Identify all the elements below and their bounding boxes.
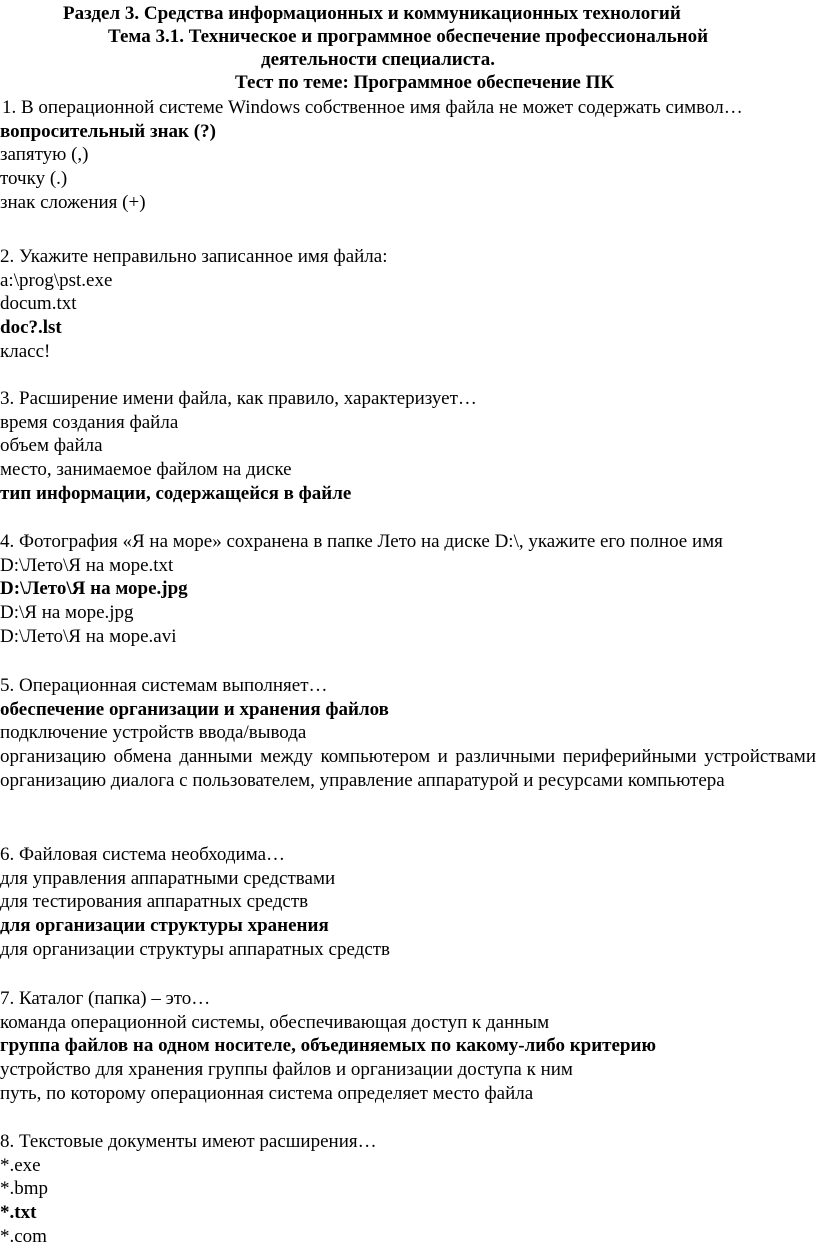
answer-option: объем файла: [0, 435, 103, 457]
answer-option: запятую (,): [0, 144, 89, 166]
section-title: Раздел 3. Средства информационных и коммуникационных технологий: [63, 3, 681, 24]
question-7: [0, 987, 816, 1106]
topic-title-line-2: деятельности специалиста.: [261, 49, 495, 70]
answer-option-correct: вопросительный знак (?): [0, 120, 216, 142]
question-2: [0, 245, 816, 364]
answer-option: путь, по которому операционная система определяет место файла: [0, 1082, 534, 1104]
answer-option: устройство для хранения группы файлов и организации доступа к ним: [0, 1059, 573, 1081]
question-text: 8. Текстовые документы имеют расширения…: [0, 1131, 377, 1152]
topic-title-line-1: Тема 3.1. Техническое и программное обеспечение профессиональной: [108, 26, 709, 47]
answer-option-correct: D:\Лето\Я на море.jpg: [0, 578, 188, 600]
answer-option: для тестирования аппаратных средств: [0, 891, 309, 913]
answer-option: для организации структуры аппаратных средств: [0, 938, 391, 960]
question-text: 7. Каталог (папка) – это…: [0, 988, 211, 1009]
answer-option-correct: группа файлов на одном носителе, объединяемых по какому-либо критерию: [0, 1035, 656, 1057]
question-text: 2. Укажите неправильно записанное имя файла:: [0, 246, 388, 267]
question-text: 5. Операционная системам выполняет…: [0, 675, 328, 696]
answer-option: знак сложения (+): [0, 191, 146, 213]
answer-option: *.exe: [0, 1154, 41, 1176]
question-text: 3. Расширение имени файла, как правило, характеризует…: [0, 388, 477, 409]
answer-option-correct: doc?.lst: [0, 317, 62, 339]
answer-option: команда операционной системы, обеспечивающая доступ к данным: [0, 1011, 550, 1033]
answer-option: для управления аппаратными средствами: [0, 867, 336, 889]
question-4: [0, 530, 816, 649]
answer-option: место, занимаемое файлом на диске: [0, 459, 292, 481]
answer-option: организацию диалога с пользователем, управление аппаратурой и ресурсами компьютера: [0, 769, 725, 791]
answer-option: время создания файла: [0, 411, 179, 433]
question-8: [0, 1130, 816, 1249]
answer-option: D:\Лето\Я на море.avi: [0, 625, 177, 647]
test-title: Тест по теме: Программное обеспечение ПК: [235, 72, 615, 93]
answer-option: docum.txt: [0, 293, 77, 315]
answer-option: a:\prog\pst.exe: [0, 269, 113, 291]
question-text: 1. В операционной системе Windows собственное имя файла не может содержать символ…: [2, 97, 743, 118]
answer-option: *.com: [0, 1225, 47, 1247]
answer-option-correct: обеспечение организации и хранения файлов: [0, 698, 389, 720]
question-text: 6. Файловая система необходима…: [0, 844, 286, 865]
answer-option: подключение устройств ввода/вывода: [0, 722, 307, 744]
answer-option: организацию обмена данными между компьютером и различными периферийными устройствами: [0, 746, 816, 768]
answer-option: D:\Лето\Я на море.txt: [0, 554, 174, 576]
answer-option: D:\Я на море.jpg: [0, 602, 134, 624]
answer-option: *.bmp: [0, 1178, 49, 1200]
answer-option: класс!: [0, 340, 51, 362]
question-1: [0, 96, 816, 215]
question-3: [0, 387, 816, 506]
answer-option-correct: *.txt: [0, 1202, 37, 1224]
question-text: 4. Фотография «Я на море» сохранена в папке Лето на диске D:\, укажите его полное имя: [0, 531, 723, 552]
question-5: [0, 674, 816, 793]
question-6: [0, 843, 816, 962]
answer-option: точку (.): [0, 168, 68, 190]
answer-option-correct: тип информации, содержащейся в файле: [0, 482, 352, 504]
answer-option-correct: для организации структуры хранения: [0, 915, 329, 937]
